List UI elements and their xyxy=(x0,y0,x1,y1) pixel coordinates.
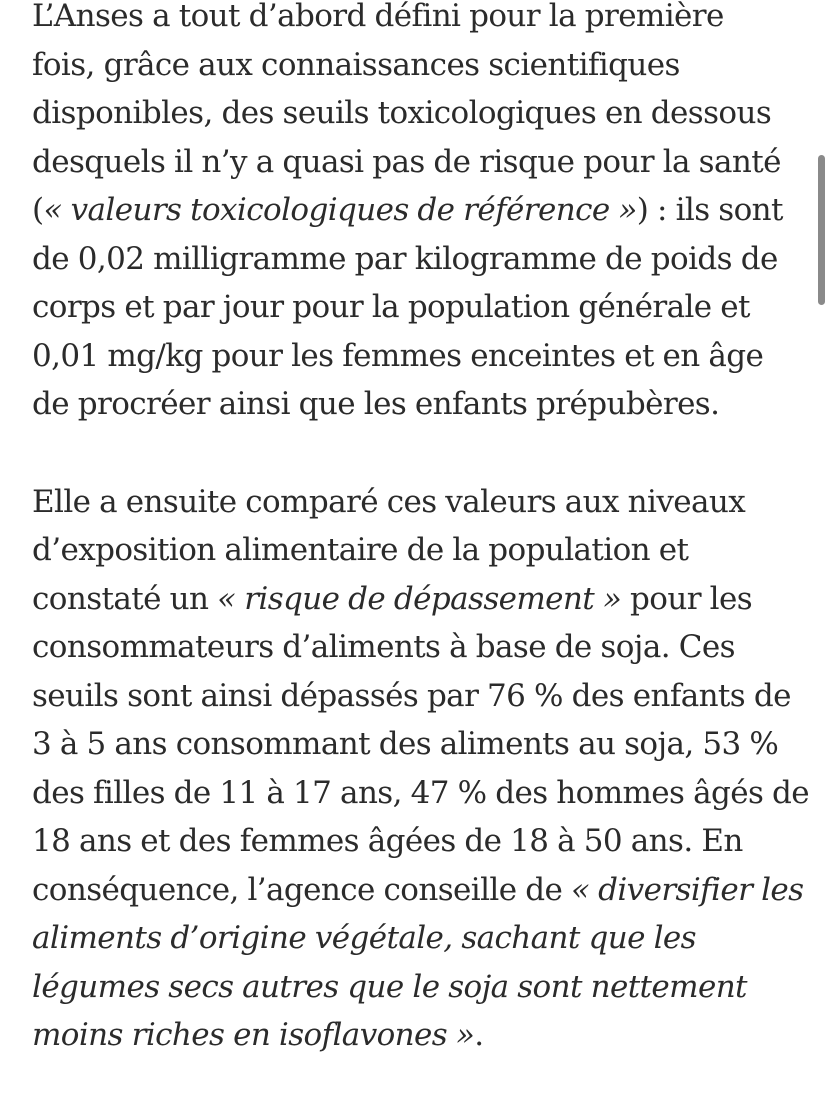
quote-emphasis: légumes secs autres que le soja sont nettement xyxy=(32,968,747,1005)
paragraph-line: fois, grâce aux connaissances scientifiques xyxy=(32,46,680,83)
quote-emphasis: aliments d’origine végétale, sachant que les xyxy=(32,920,696,956)
quote-emphasis: « valeurs toxicologiques de référence » xyxy=(43,192,637,228)
paragraph-line: Elle a ensuite comparé ces valeurs aux niveaux xyxy=(32,483,746,520)
paragraph-line: 18 ans et des femmes âgées de 18 à 50 ans. En xyxy=(32,823,743,859)
paragraph-line: d’exposition alimentaire de la population et xyxy=(32,532,689,568)
paragraph-line: consommateurs d’aliments à base de soja. Ces xyxy=(32,629,735,665)
paragraph-line: desquels il n’y a quasi pas de risque pour la santé xyxy=(32,143,781,180)
article-paragraph-1 xyxy=(32,0,802,429)
paragraph-line: corps et par jour pour la population générale et xyxy=(32,289,750,325)
paragraph-line: de 0,02 milligramme par kilogramme de poids de xyxy=(32,240,778,277)
quote-emphasis: « diversifier les xyxy=(570,871,804,908)
paragraph-line: (« valeurs toxicologiques de référence ») : ils sont xyxy=(32,192,783,228)
article-paragraph-2 xyxy=(32,478,810,1060)
paragraph-line: constaté un « risque de dépassement » pour les xyxy=(32,580,753,617)
paragraph-line: des filles de 11 à 17 ans, 47 % des hommes âgés de xyxy=(32,774,810,811)
paragraph-line: conséquence, l’agence conseille de « diversifier les xyxy=(32,871,804,908)
paragraph-line: de procréer ainsi que les enfants prépubères. xyxy=(32,386,720,422)
quote-emphasis: « risque de dépassement » xyxy=(217,580,622,617)
quote-emphasis: moins riches en isoflavones » xyxy=(32,1017,475,1053)
paragraph-line xyxy=(32,963,802,1012)
paragraph-line xyxy=(32,914,802,963)
paragraph-line: L’Anses a tout d’abord défini pour la première xyxy=(32,0,724,34)
paragraph-line: 3 à 5 ans consommant des aliments au soja, 53 % xyxy=(32,726,779,762)
article-body xyxy=(32,0,810,1060)
scrollbar-thumb[interactable] xyxy=(818,155,825,305)
paragraph-line: moins riches en isoflavones ». xyxy=(32,1017,484,1053)
paragraph-line: disponibles, des seuils toxicologiques en dessous xyxy=(32,95,772,131)
paragraph-line: 0,01 mg/kg pour les femmes enceintes et en âge xyxy=(32,337,764,374)
paragraph-line: seuils sont ainsi dépassés par 76 % des enfants de xyxy=(32,677,791,714)
vertical-scrollbar[interactable] xyxy=(814,0,828,1094)
